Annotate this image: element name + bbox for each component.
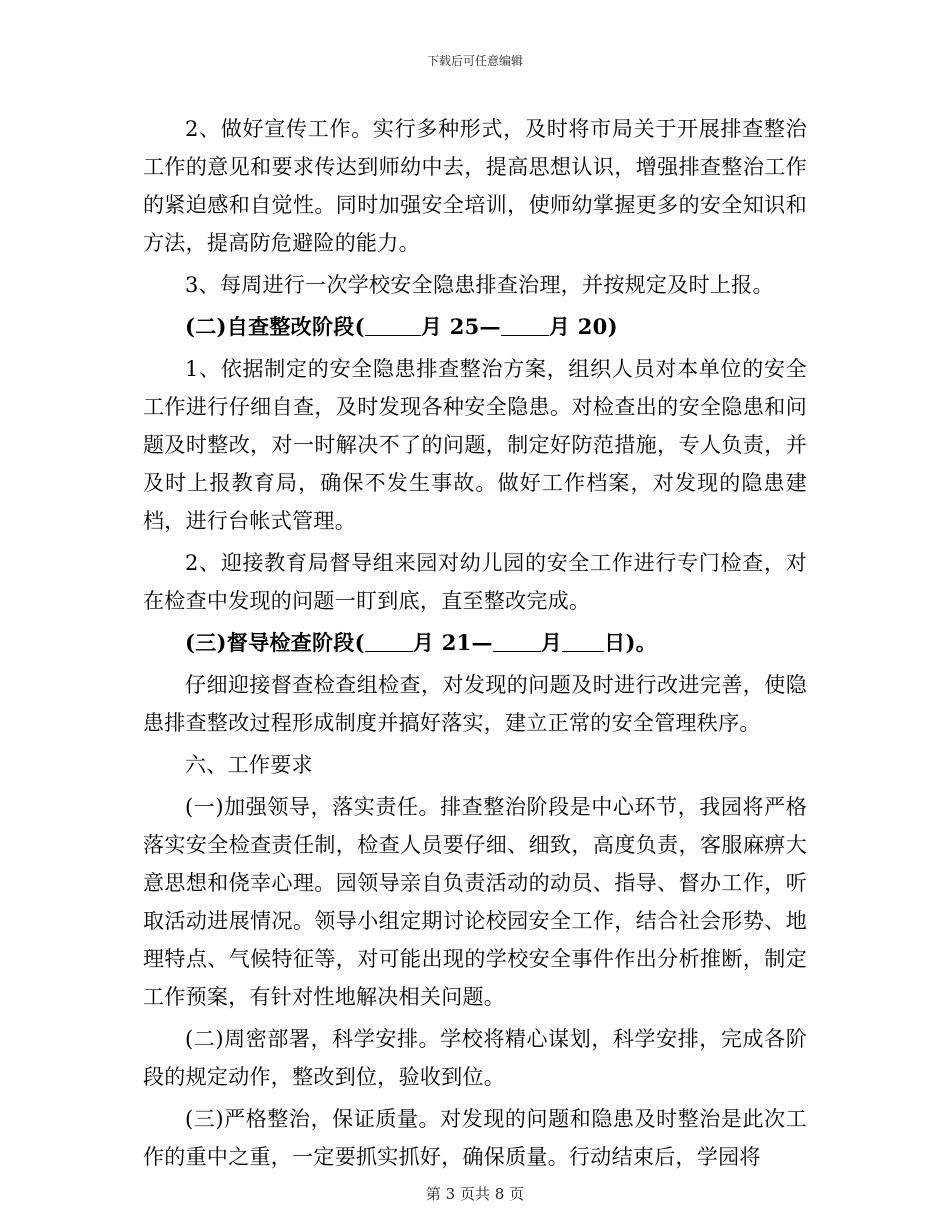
heading-text: 月 20) <box>548 314 618 339</box>
section-heading-self-check <box>143 308 807 346</box>
heading-text: 月 25— <box>420 314 501 339</box>
heading-text: 月 21— <box>412 630 493 655</box>
section-heading-supervision <box>143 624 807 662</box>
heading-text: 日)。 <box>604 630 658 655</box>
paragraph-self-check: 1、依据制定的安全隐患排查整治方案，组织人员对本单位的安全工作进行仔细自查，及时发现各种安全隐患。对检查出的安全隐患和问题及时整改，对一时解决不了的问题，制定好防范措施，专人负责，并及时上报教育局，确保不发生事故。做好工作档案，对发现的隐患建档，进行台帐式管理。 <box>143 357 807 533</box>
heading-text: 月 <box>540 630 563 655</box>
month-blank <box>501 313 549 336</box>
paragraph-deployment: (二)周密部署，科学安排。学校将精心谋划，科学安排，完成各阶段的规定动作，整改到位，验收到位。 <box>143 1027 807 1089</box>
month-blank <box>365 629 413 652</box>
paragraph-weekly-check: 3、每周进行一次学校安全隐患排查治理，并按规定及时上报。 <box>185 273 774 297</box>
paragraph-supervision-visit: 2、迎接教育局督导组来园对幼儿园的安全工作进行专门检查，对在检查中发现的问题一盯到底，直至整改完成。 <box>143 551 807 613</box>
month-blank <box>493 629 541 652</box>
paragraph-publicity: 2、做好宣传工作。实行多种形式，及时将市局关于开展排查整治工作的意见和要求传达到师幼中去，提高思想认识，增强排查整治工作的紧迫感和自觉性。同时加强安全培训，使师幼掌握更多的安全知识和方法，提高防危避险的能力。 <box>143 117 807 255</box>
document-body <box>143 110 807 1180</box>
month-blank <box>365 313 421 336</box>
section-heading-requirements: 六、工作要求 <box>185 753 313 777</box>
heading-text: (二)自查整改阶段( <box>185 314 365 339</box>
day-blank <box>562 629 604 652</box>
heading-text: (三)督导检查阶段( <box>185 630 365 655</box>
page-header: 下载后可任意编辑 <box>426 54 523 68</box>
paragraph-rectification: (三)严格整治，保证质量。对发现的问题和隐患及时整治是此次工作的重中之重，一定要抓实抓好，确保质量。行动结束后，学园将 <box>143 1107 807 1169</box>
paragraph-leadership: (一)加强领导，落实责任。排查整治阶段是中心环节，我园将严格落实安全检查责任制，检查人员要仔细、细致，高度负责，客服麻痹大意思想和侥幸心理。园领导亲自负责活动的动员、指导、督办工作，听取活动进展情况。领导小组定期讨论校园安全工作，结合社会形势、地理特点、气候特征等，对可能出现的学校安全事件作出分析推断，制定工作预案，有针对性地解决相关问题。 <box>143 795 807 1009</box>
page-footer: 第 3 页共 8 页 <box>425 1185 525 1203</box>
paragraph-inspection: 仔细迎接督查检查组检查，对发现的问题及时进行改进完善，使隐患排查整改过程形成制度并搞好落实，建立正常的安全管理秩序。 <box>143 673 807 735</box>
